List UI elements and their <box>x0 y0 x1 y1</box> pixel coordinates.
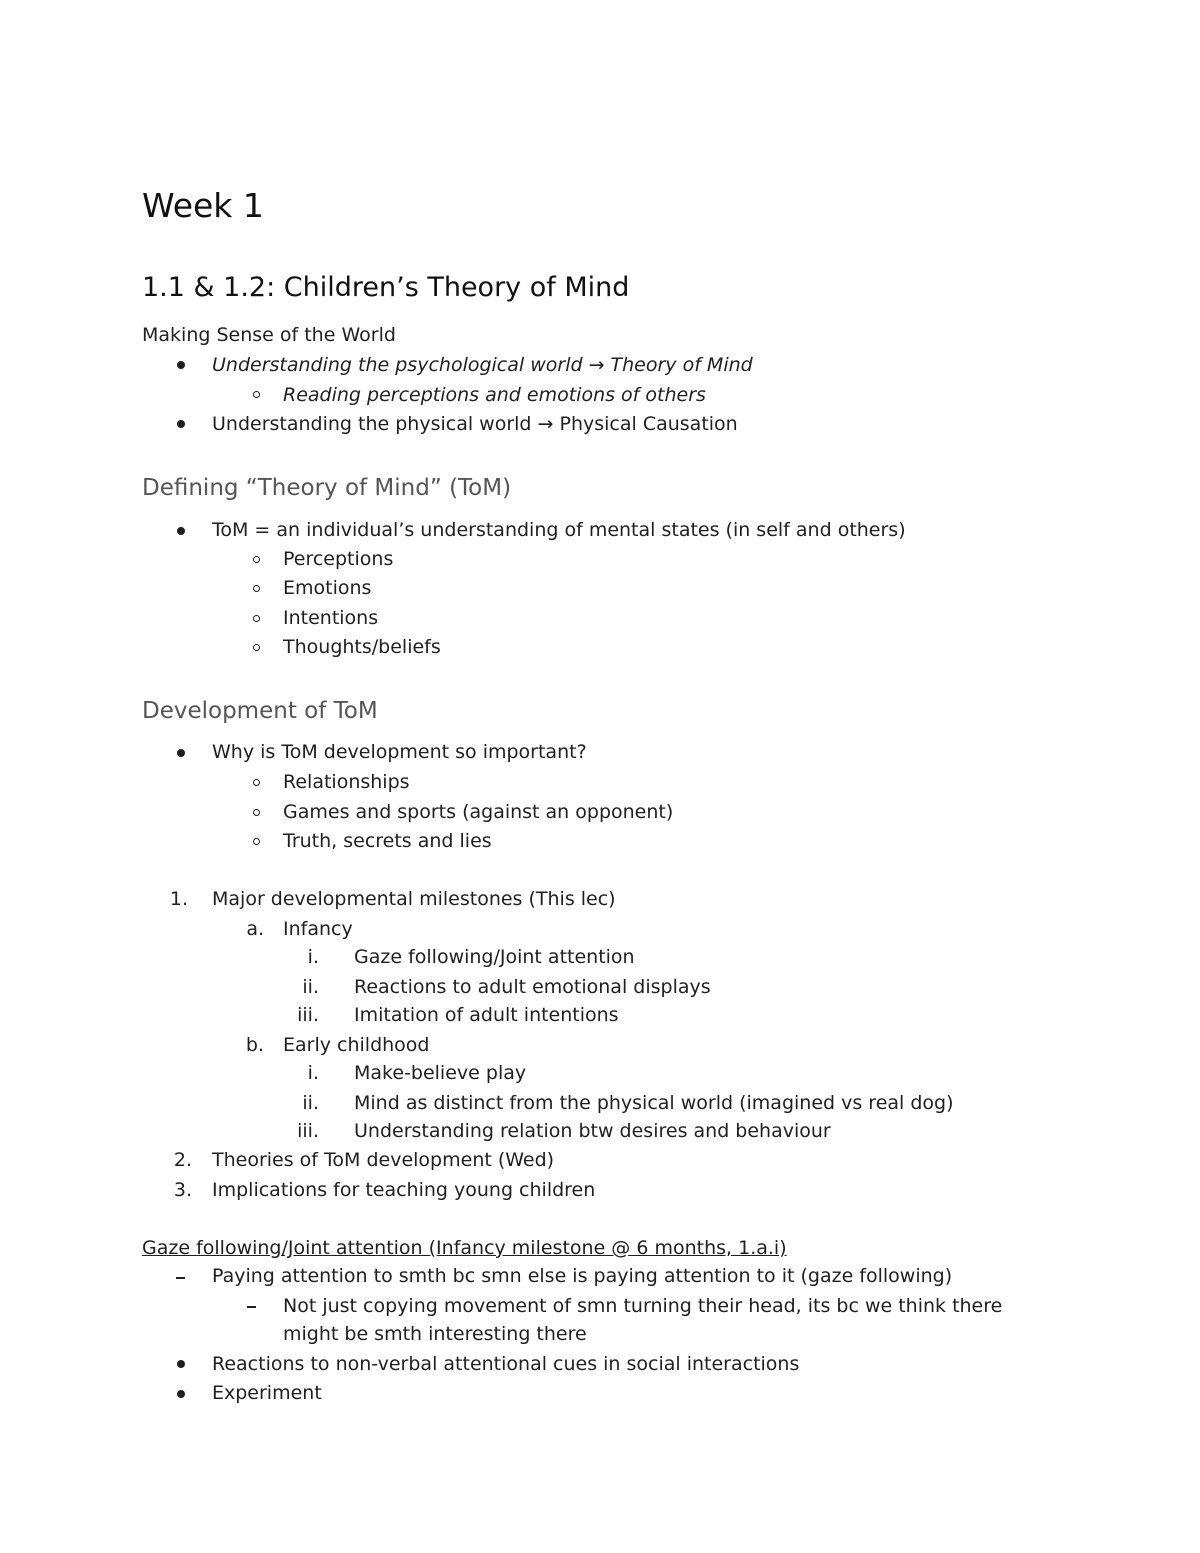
bullet-icon <box>177 361 185 369</box>
list-marker: b. <box>245 1034 264 1056</box>
list-item: Imitation of adult intentions <box>354 1004 619 1026</box>
list-item: Perceptions <box>283 548 394 570</box>
bullet-icon <box>177 1390 185 1398</box>
subheading-making-sense: Making Sense of the World <box>142 324 396 346</box>
bullet-icon <box>177 527 185 535</box>
list-marker: iii. <box>297 1004 319 1026</box>
list-item: Why is ToM development so important? <box>212 741 587 763</box>
bullet-icon <box>177 749 185 757</box>
list-item: Reactions to adult emotional displays <box>354 976 711 998</box>
list-item: Infancy <box>283 918 353 940</box>
list-marker: ii. <box>302 1092 319 1114</box>
list-marker: a. <box>246 918 264 940</box>
list-item: Relationships <box>283 771 410 793</box>
list-item-continuation: might be smth interesting there <box>283 1323 587 1345</box>
list-item: Truth, secrets and lies <box>283 830 492 852</box>
list-item: Reactions to non-verbal attentional cues in social interactions <box>212 1353 800 1375</box>
list-item: Reading perceptions and emotions of others <box>283 384 706 406</box>
list-item: Theories of ToM development (Wed) <box>212 1149 555 1171</box>
hollow-bullet-icon <box>253 391 260 398</box>
list-item: Experiment <box>212 1382 322 1404</box>
list-item: ToM = an individual’s understanding of mental states (in self and others) <box>212 519 906 541</box>
list-item: Early childhood <box>283 1034 430 1056</box>
hollow-bullet-icon <box>253 556 260 563</box>
section-heading-defining-tom: Defining “Theory of Mind” (ToM) <box>142 475 512 501</box>
list-item: Paying attention to smth bc smn else is paying attention to it (gaze following) <box>212 1265 953 1287</box>
hollow-bullet-icon <box>253 838 260 845</box>
hollow-bullet-icon <box>253 615 260 622</box>
list-marker: i. <box>307 946 319 968</box>
list-item: Major developmental milestones (This lec) <box>212 888 616 910</box>
dash-bullet-icon <box>247 1306 256 1308</box>
list-item: Thoughts/beliefs <box>283 636 441 658</box>
list-marker: iii. <box>297 1120 319 1142</box>
hollow-bullet-icon <box>253 779 260 786</box>
list-item: Understanding the psychological world → Theory of Mind <box>212 354 753 376</box>
list-marker: 1. <box>169 888 188 910</box>
list-item: Gaze following/Joint attention <box>354 946 635 968</box>
list-item: Mind as distinct from the physical world (imagined vs real dog) <box>354 1092 954 1114</box>
list-marker: i. <box>307 1062 319 1084</box>
bullet-icon <box>177 1360 185 1368</box>
list-item: Games and sports (against an opponent) <box>283 801 674 823</box>
bullet-icon <box>177 420 185 428</box>
list-item: Implications for teaching young children <box>212 1179 596 1201</box>
hollow-bullet-icon <box>253 585 260 592</box>
list-marker: 2. <box>173 1149 192 1171</box>
dash-bullet-icon <box>176 1277 185 1279</box>
list-marker: 3. <box>173 1179 192 1201</box>
hollow-bullet-icon <box>253 809 260 816</box>
list-item: Not just copying movement of smn turning their head, its bc we think there <box>283 1295 1003 1317</box>
section-heading-gaze-following: Gaze following/Joint attention (Infancy milestone @ 6 months, 1.a.i) <box>142 1237 787 1259</box>
list-item: Understanding relation btw desires and behaviour <box>354 1120 831 1142</box>
list-item: Intentions <box>283 607 379 629</box>
page-title: Week 1 <box>142 186 264 225</box>
section-heading-theory-of-mind: 1.1 & 1.2: Children’s Theory of Mind <box>142 272 630 303</box>
list-item: Make-believe play <box>354 1062 527 1084</box>
list-item: Understanding the physical world → Physical Causation <box>212 413 738 435</box>
list-marker: ii. <box>302 976 319 998</box>
section-heading-development: Development of ToM <box>142 698 378 724</box>
hollow-bullet-icon <box>253 644 260 651</box>
list-item: Emotions <box>283 577 372 599</box>
